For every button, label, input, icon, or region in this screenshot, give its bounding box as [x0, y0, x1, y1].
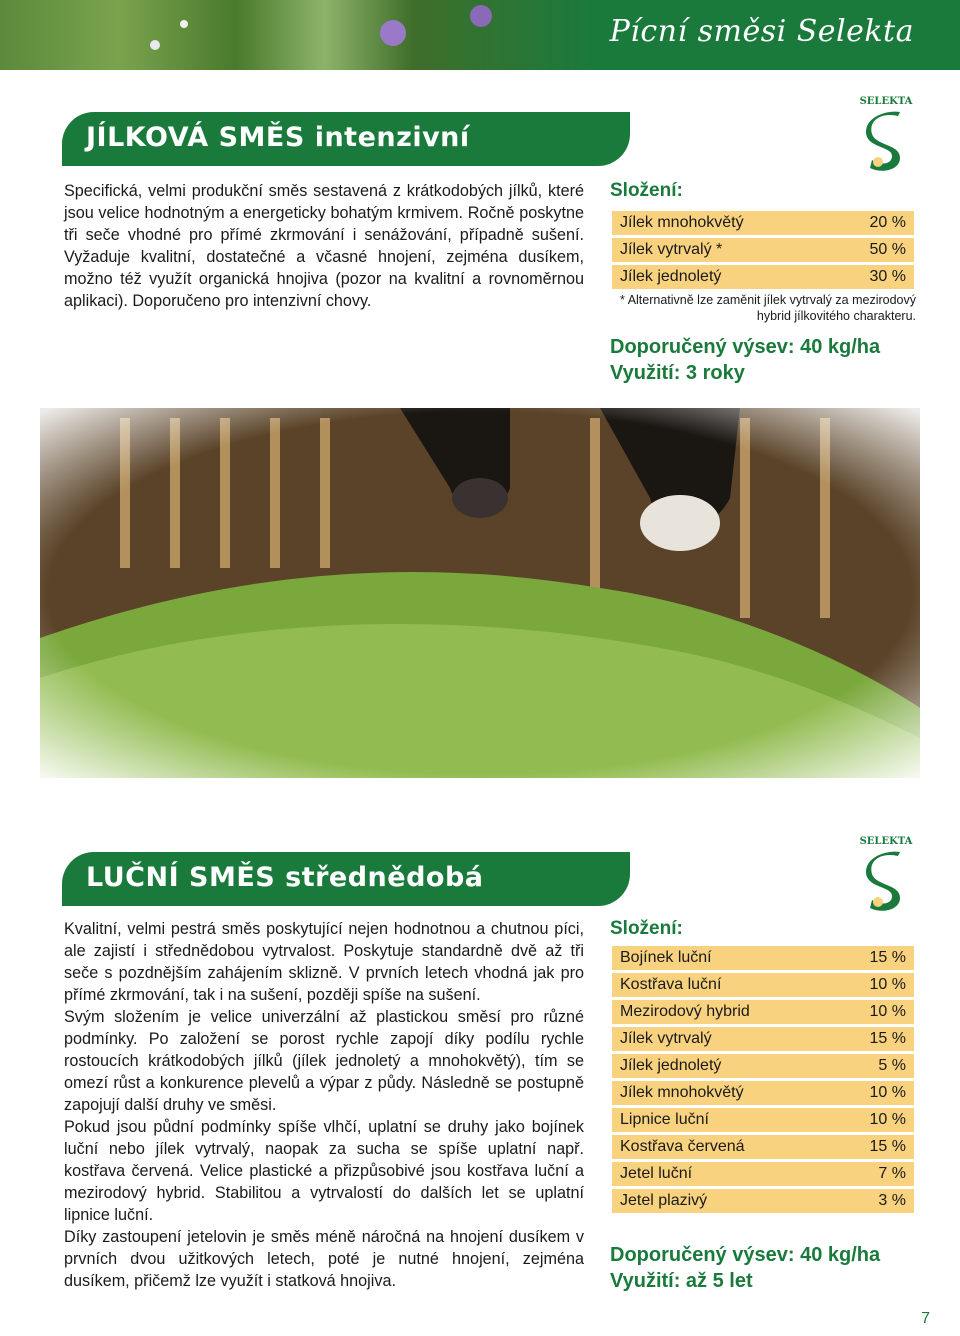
composition-row	[612, 1054, 914, 1078]
species-name: Jílek vytrvalý *	[620, 241, 723, 258]
photo-illustration	[40, 408, 920, 778]
species-name: Mezirodový hybrid	[620, 1003, 750, 1020]
composition-row	[612, 946, 914, 970]
cows-feeding-photo	[40, 408, 920, 778]
species-name: Jílek mnohokvětý	[620, 214, 744, 231]
composition-row	[612, 265, 914, 289]
species-percent: 15 %	[869, 949, 906, 966]
section1-composition-table	[612, 211, 914, 292]
composition-row	[612, 973, 914, 997]
section2-composition-table	[612, 946, 914, 1216]
species-percent: 50 %	[869, 241, 906, 258]
flower-decoration	[380, 20, 406, 46]
species-name: Jílek vytrvalý	[620, 1030, 712, 1047]
species-percent: 10 %	[869, 1111, 906, 1128]
selekta-logo	[856, 96, 916, 176]
section1-footnote: * Alternativně lze zaměnit jílek vytrvalý za mezirodový hybrid jílkovitého charakteru.	[620, 293, 916, 323]
section2-paragraph: Kvalitní, velmi pestrá směs poskytující nejen hodnotnou a chutnou píci, ale zajistí i střednědobou vytrvalost. Poskytuje standardně dvě až tři seče s pozdnějším zahájením sklizně. V prvních letech vhodná jak pro přímé zkrmování, tak i na sušení, později spíše na sušení.	[64, 920, 584, 1004]
species-name: Jetel plazivý	[620, 1192, 708, 1209]
section2-paragraph: Díky zastoupení jetelovin je směs méně náročná na hnojení dusíkem v prvních dvou užitkových letech, poté je nutné hnojení, zejména dusíkem, přičemž lze využít i statková hnojiva.	[64, 1228, 584, 1290]
species-percent: 15 %	[869, 1138, 906, 1155]
composition-row	[612, 1000, 914, 1024]
section2-description	[64, 918, 584, 1292]
logo-brand-text: SELEKTA	[859, 836, 913, 847]
section1-seeding: Doporučený výsev: 40 kg/ha	[610, 336, 881, 358]
flower-decoration	[180, 20, 188, 28]
section2-title: LUČNÍ SMĚS střednědobá	[86, 862, 484, 893]
species-name: Jetel luční	[620, 1165, 693, 1182]
section2-paragraph: Svým složením je velice univerzální až plastickou směsí pro různé podmínky. Po založení se porost rychle zapojí díky podílu rychle rostoucích krátkodobých jílků (jílek jednoletý a mnohokvětý), tím se omezí růst a konkurence plevelů a výpar z půdy. Následně se postupně zapojují další druhy ve směsi.	[64, 1008, 584, 1114]
section1-usage: Využití: 3 roky	[610, 362, 745, 384]
composition-row	[612, 1027, 914, 1051]
species-percent: 15 %	[869, 1030, 906, 1047]
flower-decoration	[470, 5, 492, 27]
composition-row	[612, 1135, 914, 1159]
section1-header	[62, 112, 630, 166]
species-name: Jílek jednoletý	[620, 1057, 722, 1074]
section2-paragraph: Pokud jsou půdní podmínky spíše vlhčí, uplatní se druhy jako bojínek luční nebo jílek vytrvalý, naopak za sucha se spíše uplatní např. kostřava červená. Velice plastické a přizpůsobivé jsou kostřava luční a mezirodový hybrid. Stabilitou a vytrvalostí do dalších let se uplatní lipnice luční.	[64, 1118, 584, 1224]
species-percent: 3 %	[878, 1192, 906, 1209]
composition-row	[612, 1081, 914, 1105]
section1-description	[64, 180, 584, 312]
species-name: Jílek jednoletý	[620, 268, 722, 285]
species-name: Kostřava luční	[620, 976, 722, 993]
page-number: 7	[921, 1310, 930, 1327]
section2-header	[62, 852, 630, 906]
composition-row	[612, 211, 914, 235]
section2-usage: Využití: až 5 let	[610, 1270, 753, 1292]
section1-paragraph: Specifická, velmi produkční směs sestavená z krátkodobých jílků, které jsou velice hodnotným a energeticky bohatým krmivem. Ročně poskytne tři seče vhodné pro přímé zkrmování i senážování, případně sušení. Vyžaduje kvalitní, dostatečné a včasné hnojení, zejména dusíkem, možno též využít organická hnojiva (pozor na kvalitní a rovnoměrnou aplikaci). Doporučeno pro intenzivní chovy.	[64, 182, 584, 310]
composition-row	[612, 1189, 914, 1213]
section2-seeding: Doporučený výsev: 40 kg/ha	[610, 1244, 881, 1266]
banner-title: Pícní směsi Selekta	[609, 14, 914, 49]
selekta-logo	[856, 836, 916, 916]
flower-decoration	[150, 40, 160, 50]
species-percent: 30 %	[869, 268, 906, 285]
species-percent: 5 %	[878, 1057, 906, 1074]
species-name: Kostřava červená	[620, 1138, 745, 1155]
s-logo-icon	[862, 850, 910, 916]
s-logo-icon	[862, 110, 910, 176]
species-percent: 7 %	[878, 1165, 906, 1182]
species-name: Lipnice luční	[620, 1111, 709, 1128]
species-name: Jílek mnohokvětý	[620, 1084, 744, 1101]
logo-brand-text: SELEKTA	[859, 96, 913, 107]
section1-composition-title: Složení:	[610, 180, 683, 201]
section2-composition-title: Složení:	[610, 918, 683, 939]
species-percent: 10 %	[869, 1003, 906, 1020]
species-percent: 10 %	[869, 976, 906, 993]
section1-title: JÍLKOVÁ SMĚS intenzivní	[86, 122, 470, 153]
composition-row	[612, 1108, 914, 1132]
composition-row	[612, 238, 914, 262]
top-banner	[0, 0, 960, 70]
banner-photo-strip	[0, 0, 590, 70]
composition-row	[612, 1162, 914, 1186]
species-percent: 20 %	[869, 214, 906, 231]
species-percent: 10 %	[869, 1084, 906, 1101]
species-name: Bojínek luční	[620, 949, 712, 966]
